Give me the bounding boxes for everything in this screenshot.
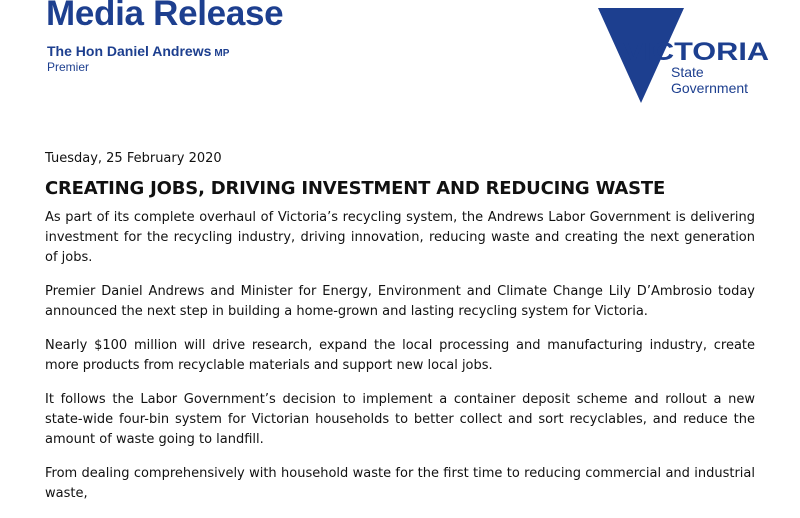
paragraph: As part of its complete overhaul of Victoria’s recycling system, the Andrews Labor Government is delivering investment for the recycling industry, driving innovation, reducing waste and creating the next generation of jobs. [45,210,755,265]
logo-word: VICTORIA [623,38,769,66]
paragraph: Nearly $100 million will drive research, expand the local processing and manufacturing industry, create more products from recyclable materials and support new local jobs. [45,338,755,373]
release-date: Tuesday, 25 February 2020 [45,151,222,166]
headline: CREATING JOBS, DRIVING INVESTMENT AND REDUCING WASTE [45,178,666,199]
release-title: Media Release [46,0,284,33]
logo-line-government: Government [671,80,749,96]
paragraph: It follows the Labor Government’s decision to implement a container deposit scheme and rollout a new state-wide four-bin system for Victorian households to better collect and sort recyclables, and reduce the amount of waste going to landfill. [45,392,755,447]
minister-suffix: MP [214,48,230,59]
paragraph: Premier Daniel Andrews and Minister for Energy, Environment and Climate Change Lily D’Ambrosio today announced the next step in building a home-grown and lasting recycling system for Victoria. [45,284,755,319]
minister-name: The Hon Daniel Andrews [47,43,212,59]
media-release-header [0,0,800,120]
minister-role: Premier [47,60,90,74]
victoria-state-government-logo [596,8,776,108]
paragraph: From dealing comprehensively with household waste for the first time to reducing commercial and industrial waste, [45,466,755,501]
logo-line-state: State [671,64,704,80]
release-body [45,149,755,518]
